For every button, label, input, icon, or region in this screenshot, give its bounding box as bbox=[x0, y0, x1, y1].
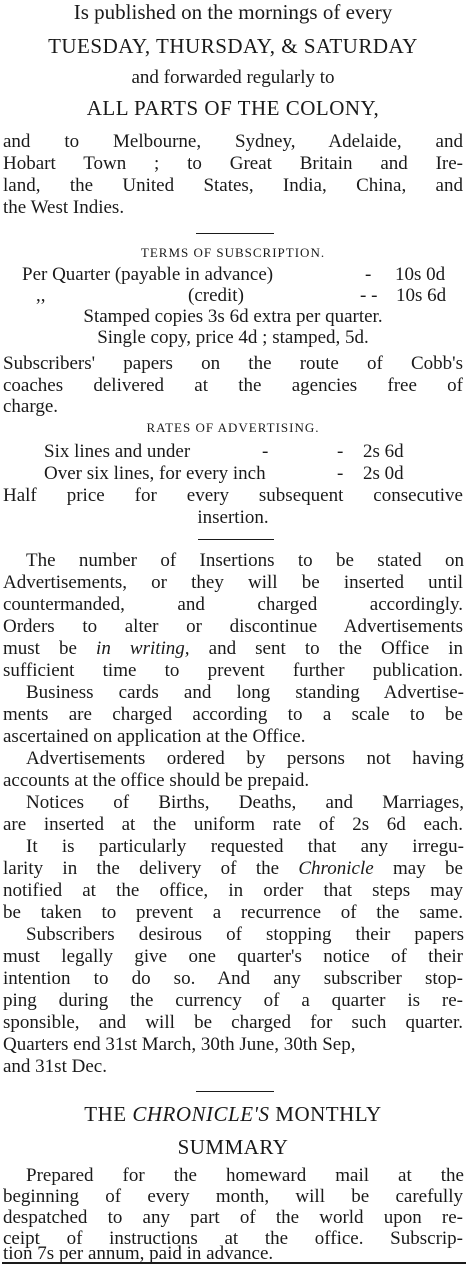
notices-line-23: Quarters end 31st March, 30th June, 30th Sep, bbox=[3, 1034, 356, 1055]
notices-line-21: ping during the currency of a quarter is re- bbox=[3, 990, 463, 1011]
ad-rate-label: Over six lines, for every inch bbox=[44, 463, 266, 484]
notices-line-16: notified at the office, in order that steps may bbox=[3, 880, 463, 901]
summary-title-italic: CHRONICLE'S bbox=[132, 1102, 270, 1126]
ad-rate-dash: - bbox=[337, 441, 344, 462]
notices-line-6: sufficient time to prevent further publication. bbox=[3, 660, 463, 681]
notices-line-22: sponsible, and will be charged for such quarter. bbox=[3, 1012, 463, 1033]
section-divider bbox=[196, 233, 274, 234]
ad-rate-dash: - bbox=[337, 463, 344, 484]
ad-rate-label: Six lines and under bbox=[44, 441, 191, 462]
ad-rate-amount: 2s 0d bbox=[363, 463, 404, 484]
cobbs-note-line-2: coaches delivered at the agencies free of bbox=[3, 375, 463, 396]
summary-title bbox=[3, 1104, 463, 1125]
writing-before: must be bbox=[3, 638, 97, 659]
notices-line-13: are inserted at the uniform rate of 2s 6d each. bbox=[3, 814, 463, 835]
summary-line-3: despatched to any part of the world upon re- bbox=[3, 1207, 463, 1228]
chronicle-after: may be bbox=[373, 858, 463, 879]
notices-line-2: Advertisements, or they will be inserted until bbox=[3, 572, 463, 593]
writing-after: and sent to the Office in bbox=[189, 638, 463, 659]
destinations-line-4: the West Indies. bbox=[3, 197, 125, 218]
destinations-line-2: Hobart Town ; to Great Britain and Ire- bbox=[3, 153, 463, 174]
destinations-line-3: land, the United States, India, China, and bbox=[3, 175, 463, 196]
cobbs-note-line-3: charge. bbox=[3, 396, 59, 417]
publication-days: TUESDAY, THURSDAY, & SATURDAY bbox=[48, 34, 418, 58]
price-row-label: (credit) bbox=[188, 285, 244, 306]
forwarded-line: and forwarded regularly to bbox=[131, 67, 335, 88]
notices-line-7: Business cards and long standing Advertise- bbox=[26, 682, 464, 703]
notices-line-17: be taken to prevent a recurrence of the same. bbox=[3, 902, 463, 923]
notices-line-1: The number of Insertions to be stated on bbox=[26, 550, 464, 571]
price-row-label: Per Quarter (payable in advance) bbox=[22, 264, 274, 285]
notices-line-12: Notices of Births, Deaths, and Marriages, bbox=[26, 792, 464, 813]
notices-line-3: countermanded, and charged accordingly. bbox=[3, 594, 463, 615]
price-row-dash: - - bbox=[360, 285, 378, 306]
notices-line-20: intention to do so. And any subscriber stop- bbox=[3, 968, 463, 989]
cobbs-note-line-1: Subscribers' papers on the route of Cobb's bbox=[3, 353, 463, 374]
half-price-line-end: insertion. bbox=[197, 507, 269, 528]
notices-line-24: and 31st Dec. bbox=[3, 1056, 107, 1077]
ad-rate-row-six-lines bbox=[0, 442, 469, 464]
notices-line-chronicle bbox=[3, 859, 463, 878]
stamped-copies-line: Stamped copies 3s 6d extra per quarter. bbox=[83, 306, 383, 327]
ditto-mark: ,, bbox=[36, 285, 46, 306]
summary-title-before: THE bbox=[84, 1102, 133, 1126]
price-row-advance bbox=[0, 265, 469, 287]
notices-line-14: It is particularly requested that any irregu- bbox=[26, 836, 464, 857]
section-divider bbox=[198, 539, 274, 540]
summary-title-after: MONTHLY bbox=[269, 1102, 382, 1126]
single-copy-line: Single copy, price 4d ; stamped, 5d. bbox=[97, 327, 369, 348]
bottom-double-rule bbox=[2, 1262, 466, 1264]
advertising-heading: RATES OF ADVERTISING. bbox=[146, 420, 320, 435]
notices-line-10: Advertisements ordered by persons not having bbox=[26, 748, 464, 769]
section-divider bbox=[196, 1091, 274, 1092]
notices-line-writing bbox=[3, 639, 463, 658]
ad-rate-row-per-inch bbox=[0, 464, 469, 486]
half-price-line: Half price for every subsequent consecutive bbox=[3, 485, 463, 506]
colony-heading: ALL PARTS OF THE COLONY, bbox=[86, 96, 380, 120]
notices-line-9: ascertained on application at the Office. bbox=[3, 726, 306, 747]
notices-line-18: Subscribers desirous of stopping their papers bbox=[26, 924, 464, 945]
notices-line-11: accounts at the office should be prepaid. bbox=[3, 770, 310, 791]
subscription-heading: TERMS OF SUBSCRIPTION. bbox=[140, 245, 326, 260]
destinations-line-1: and to Melbourne, Sydney, Adelaide, and bbox=[3, 131, 463, 152]
price-row-amount: 10s 6d bbox=[396, 285, 447, 306]
writing-italic: in writing, bbox=[96, 638, 190, 659]
notices-line-4: Orders to alter or discontinue Advertisements bbox=[3, 616, 463, 637]
publication-days-intro: Is published on the mornings of every bbox=[73, 0, 393, 24]
ad-rate-amount: 2s 6d bbox=[363, 441, 404, 462]
summary-line-2: beginning of every month, will be carefully bbox=[3, 1186, 463, 1207]
chronicle-before: larity in the delivery of the bbox=[3, 858, 299, 879]
summary-line-1: Prepared for the homeward mail at the bbox=[26, 1165, 464, 1186]
chronicle-italic: Chronicle bbox=[298, 858, 374, 879]
notices-line-19: must legally give one quarter's notice of their bbox=[3, 946, 463, 967]
summary-title-2: SUMMARY bbox=[177, 1135, 289, 1159]
summary-line-4: ceipt of instructions at the office. Subscrip- bbox=[3, 1228, 463, 1249]
notices-line-8: ments are charged according to a scale to be bbox=[3, 704, 463, 725]
summary-line-5: tion 7s per annum, paid in advance. bbox=[3, 1243, 274, 1264]
ad-rate-dash: - bbox=[262, 441, 269, 462]
price-row-credit bbox=[0, 286, 469, 308]
price-row-dash: - bbox=[365, 264, 372, 285]
price-row-amount: 10s 0d bbox=[395, 264, 446, 285]
